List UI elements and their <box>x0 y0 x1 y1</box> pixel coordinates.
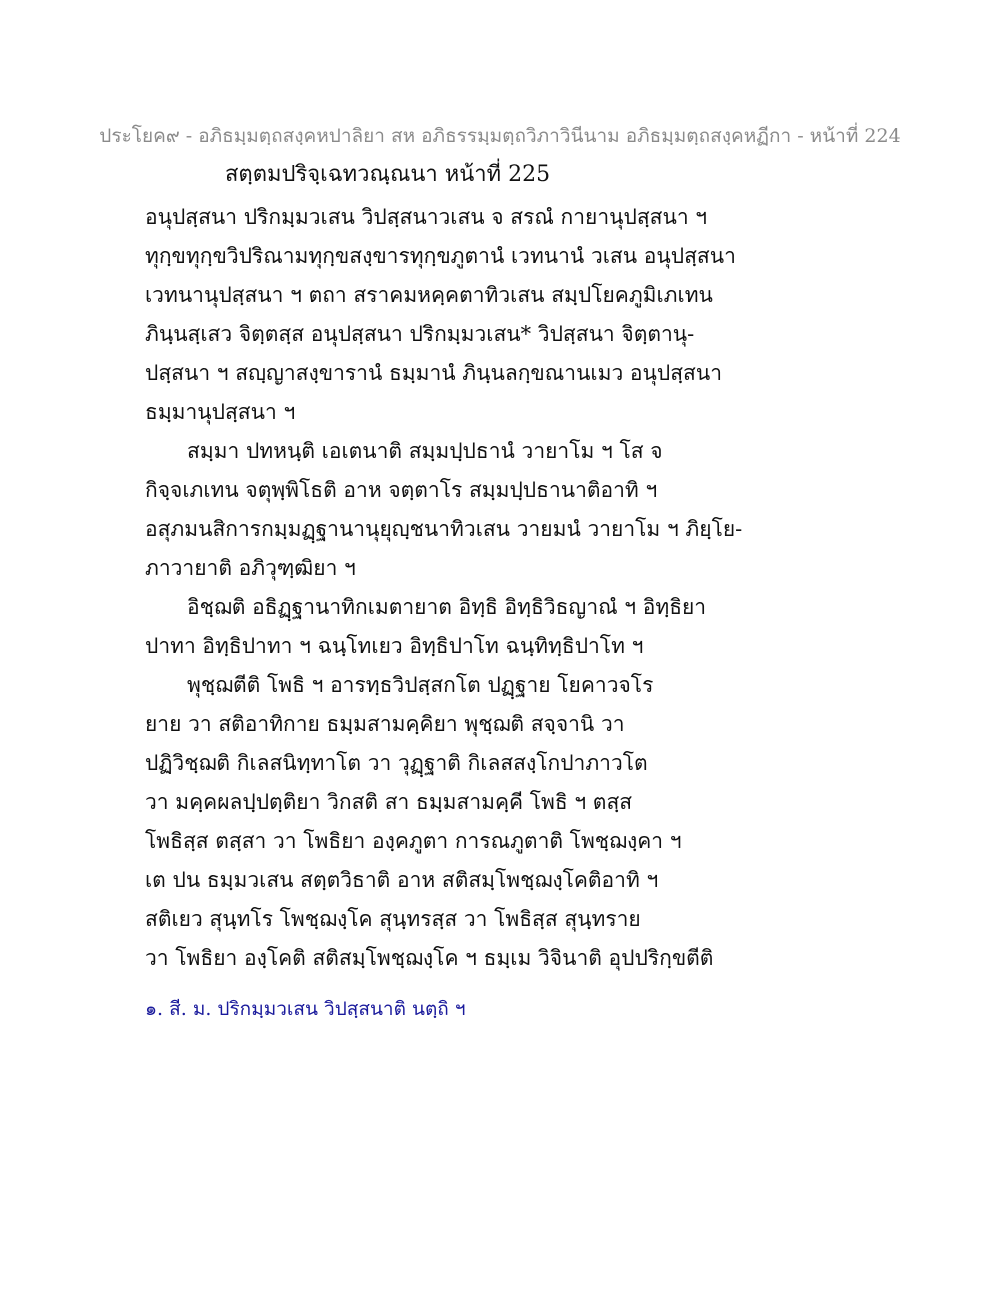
text-line: กิจฺจเภเทน จตุพฺพิโธติ อาห จตฺตาโร สมฺมปฺปธานาติอาทิ ฯ <box>145 478 658 502</box>
text-line: สติเยว สุนฺทโร โพชฺฌงฺโค สุนฺทรสฺส วา โพธิสฺส สุนฺทราย <box>145 907 641 931</box>
text-line: ทุกฺขทุกฺขวิปริณามทุกฺขสงฺขารทุกฺขภูตานํ เวทนานํ วเสน อนุปสฺสนา <box>145 244 736 268</box>
text-line: ธมฺมานุปสฺสนา ฯ <box>145 400 296 424</box>
section-title: สตฺตมปริจฺเฉทวณฺณนา หน้าที่ 225 <box>225 162 551 187</box>
body-text <box>145 198 743 978</box>
text-line: วา มคฺคผลปฺปตฺติยา วิกสติ สา ธมฺมสามคฺคี โพธิ ฯ ตสฺส <box>145 790 633 814</box>
text-line: ภินฺนสฺเสว จิตฺตสฺส อนุปสฺสนา ปริกมฺมวเสน* วิปสฺสนา จิตฺตานุ- <box>145 322 695 346</box>
text-line: อนุปสฺสนา ปริกมฺมวเสน วิปสฺสนาวเสน จ สรณํ กายานุปสฺสนา ฯ <box>145 205 708 229</box>
text-line: ยาย วา สติอาทิกาย ธมฺมสามคฺคิยา พุชฺฌติ สจฺจานิ วา <box>145 712 625 736</box>
text-line: เวทนานุปสฺสนา ฯ ตถา สราคมหคฺคตาทิวเสน สมฺปโยคภูมิเภเทน <box>145 283 713 307</box>
paragraph-first-line: พุชฺฌตีติ โพธิ ฯ อารทฺธวิปสฺสกโต ปฏฺฐาย โยคาวจโร <box>187 673 654 697</box>
paragraph-first-line: สมฺมา ปทหนฺติ เอเตนาติ สมฺมปฺปธานํ วายาโม ฯ โส จ <box>187 439 663 463</box>
footnote: ๑. สี. ม. ปริกมฺมวเสน วิปสฺสนาติ นตฺถิ ฯ <box>145 998 466 1020</box>
running-header: ประโยค๙ - อภิธมฺมตฺถสงฺคหปาลิยา สห อภิธรรมฺมตฺถวิภาวินีนาม อภิธมฺมตฺถสงฺคหฏีกา - หน้าที่ 224 <box>99 125 901 147</box>
text-line: วา โพธิยา องฺโคติ สติสมฺโพชฺฌงฺโค ฯ ธมฺเม วิจินาติ อุปปริกฺขตีติ <box>145 946 714 970</box>
text-line: ภาวายาติ อภิวุฑฺฒิยา ฯ <box>145 556 356 580</box>
text-line: อสุภมนสิการกมฺมฏฺฐานานุยุญฺชนาทิวเสน วายมนํ วายาโม ฯ ภิยฺโย- <box>145 517 743 541</box>
text-line: ปฏิวิชฺฌติ กิเลสนิทฺทาโต วา วุฏฺฐาติ กิเลสสงฺโกปาภาวโต <box>145 751 648 775</box>
paragraph-first-line: อิชฺฌติ อธิฏฺฐานาทิกเมตายาต อิทฺธิ อิทฺธิวิธญาณํ ฯ อิทฺธิยา <box>187 595 707 619</box>
text-line: โพธิสฺส ตสฺสา วา โพธิยา องฺคภูตา การณภูตาติ โพชฺฌงฺคา ฯ <box>145 829 682 853</box>
text-line: ปาทา อิทฺธิปาทา ฯ ฉนฺโทเยว อิทฺธิปาโท ฉนฺทิทฺธิปาโท ฯ <box>145 634 644 658</box>
text-line: เต ปน ธมฺมวเสน สตฺตวิธาติ อาห สติสมฺโพชฺฌงฺโคติอาทิ ฯ <box>145 868 659 892</box>
text-line: ปสฺสนา ฯ สญฺญาสงฺขารานํ ธมฺมานํ ภินฺนลกฺขณานเมว อนุปสฺสนา <box>145 361 722 385</box>
